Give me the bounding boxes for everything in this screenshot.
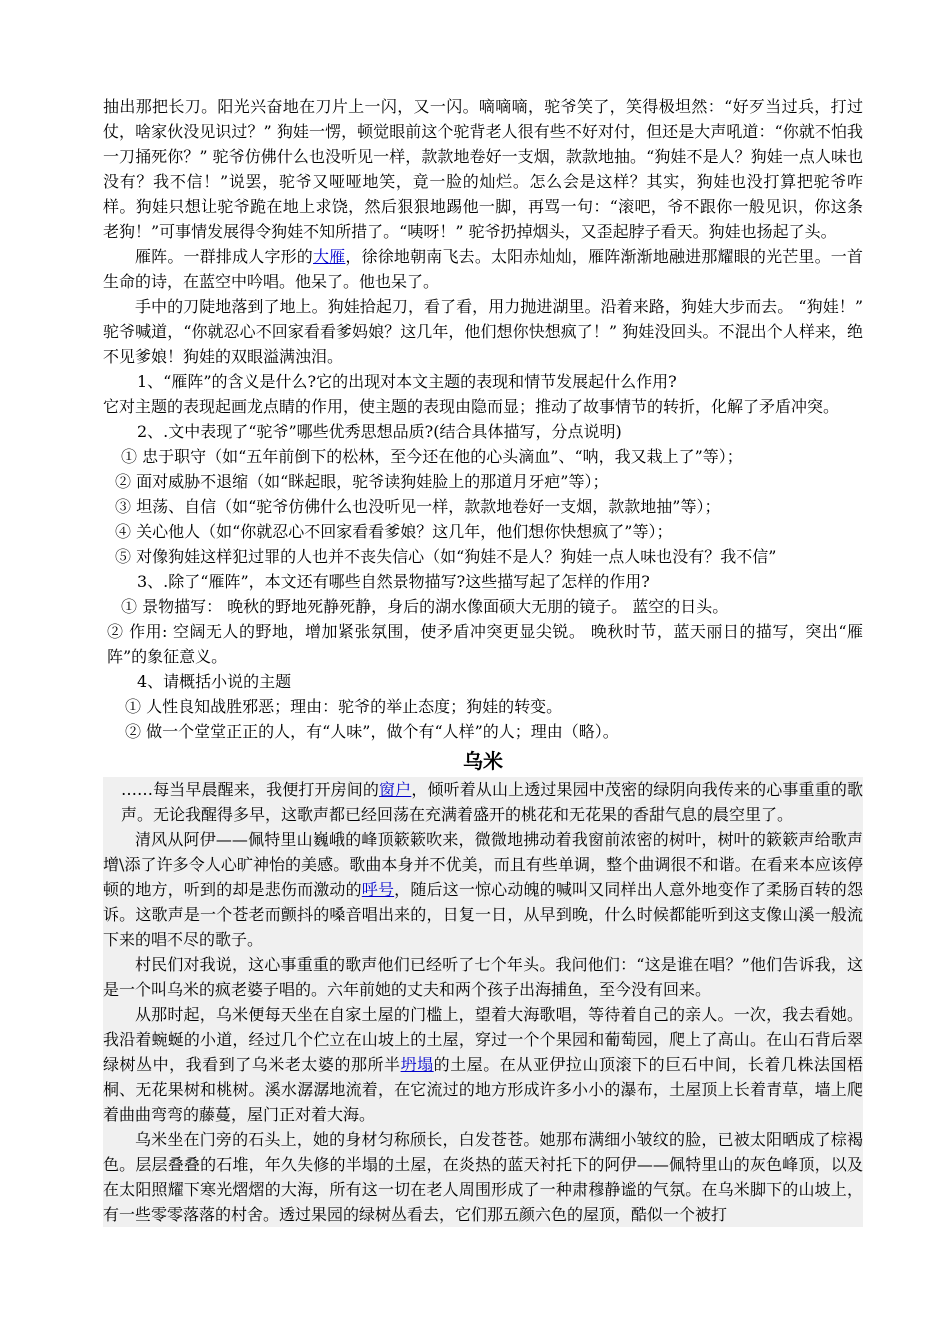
answer-1: 它对主题的表现起画龙点睛的作用，使主题的表现由隐而显；推动了故事情节的转折，化解了矛盾冲突。 bbox=[103, 397, 840, 416]
article-paragraph-3: 村民们对我说，这心事重重的歌声他们已经听了七个年头。我问他们：“这是谁在唱？”他们告诉我，这是一个叫乌米的疯老婆子唱的。六年前她的丈夫和两个孩子出海捕鱼，至今没有回来。 bbox=[103, 955, 863, 999]
text-span: 雁阵。一群排成人字形的 bbox=[135, 247, 313, 266]
article-paragraph-1 bbox=[103, 777, 863, 827]
answer-3-item: ① 景物描写： 晚秋的野地死静死静，身后的湖水像面硕大无朋的镜子。 蓝空的日头。 bbox=[121, 597, 729, 616]
window-link[interactable]: 窗户 bbox=[379, 780, 412, 799]
document-page bbox=[103, 94, 863, 1227]
story-paragraph-3: 手中的刀陡地落到了地上。狗娃拾起刀，看了看，用力抛进湖里。沿着来路，狗娃大步而去。 “狗娃！” 驼爷喊道，“你就忍心不回家看看爹妈娘？这几年，他们想你快想疯了！” 狗娃没回头。不混出个人样来，绝不见爹娘！狗娃的双眼溢满浊泪。 bbox=[103, 297, 863, 366]
article-title: 乌米 bbox=[463, 749, 503, 773]
answer-4-item: ① 人性良知战胜邪恶；理由：驼爷的举止态度；狗娃的转变。 bbox=[125, 697, 563, 716]
question-2: 2、.文中表现了“驼爷”哪些优秀思想品质?(结合具体描写，分点说明) bbox=[137, 422, 622, 441]
answer-2-item: ③ 坦荡、自信（如“驼爷仿佛什么也没听见一样，款款地卷好一支烟，款款地抽”等）； bbox=[115, 497, 721, 516]
story-paragraph-2 bbox=[103, 244, 863, 294]
text-span: ，倾听着从山上透过果园中茂密的绿阴向我传来的心事重重的歌声。无论我醒得多早，这歌声都已经回荡在充满着盛开的桃花和无花果的香甜气息的晨空里了。 bbox=[121, 780, 863, 824]
answer-2-item: ① 忠于职守（如“五年前倒下的松林，至今还在他的心头滴血”、“呐，我又栽上了”等）； bbox=[121, 447, 743, 466]
question-4: 4、请概括小说的主题 bbox=[137, 672, 292, 691]
answer-3-item: ② 作用: 空阔无人的野地，增加紧张氛围，使矛盾冲突更显尖锐。 晚秋时节，蓝天丽日的描写，突出“雁阵”的象征意义。 bbox=[107, 622, 863, 666]
text-span: ，随后这一惊心动魄的喊叫又同样出人意外地变作了柔肠百转的怨诉。这歌声是一个苍老而颤抖的嗓音唱出来的，日复一日，从早到晚，什么时候都能听到这支像山溪一般流下来的唱不尽的歌子。 bbox=[103, 880, 863, 949]
text-span: 的土屋。在从亚伊拉山顶滚下的巨石中间，长着几株法国梧桐、无花果树和桃树。溪水潺潺地流着，在它流过的地方形成许多小小的瀑布，土屋顶上长着青草，墙上爬着曲曲弯弯的藤蔓，屋门正对着大海。 bbox=[103, 1055, 863, 1124]
question-3: 3、.除了“雁阵”，本文还有哪些自然景物描写?这些描写起了怎样的作用? bbox=[137, 572, 650, 591]
answer-4-item: ② 做一个堂堂正正的人，有“人味”，做个有“人样”的人；理由（略）。 bbox=[125, 722, 619, 741]
dayan-link[interactable]: 大雁 bbox=[313, 247, 346, 266]
text-span: 清风从阿伊——佩特里山巍峨的峰顶簌簌吹来，微微地拂动着我窗前浓密的树叶，树叶的簌簌声给歌声增\添了许多令人心旷神怡的美感。歌曲本身并不优美，而且有些单调，整个曲调很不和谐。在看来本应该停顿的地方，听到的却是悲伤而激动的 bbox=[103, 830, 863, 899]
answer-2-item: ④ 关心他人（如“你就忍心不回家看看爹娘？这几年，他们想你快想疯了”等）； bbox=[115, 522, 673, 541]
article-paragraph-5: 乌米坐在门旁的石头上，她的身材匀称颀长，白发苍苍。她那布满细小皱纹的脸，已被太阳晒成了棕褐色。层层叠叠的石堆，年久失修的半塌的土屋，在炎热的蓝天衬托下的阿伊——佩特里山的灰色峰顶，以及在太阳照耀下寒光熠熠的大海，所有这一切在老人周围形成了一种肃穆静谧的气氛。在乌米脚下的山坡上，有一些零零落落的村舍。透过果园的绿树丛看去，它们那五颜六色的屋顶，酷似一个被打 bbox=[103, 1130, 863, 1224]
article-paragraph-2 bbox=[103, 827, 863, 952]
tanta-link[interactable]: 坍塌 bbox=[400, 1055, 434, 1074]
article-paragraph-4 bbox=[103, 1002, 863, 1127]
text-span: 从那时起，乌米便每天坐在自家土屋的门槛上，望着大海歌唱，等待着自己的亲人。一次，我去看她。我沿着蜿蜒的小道，经过几个伫立在山坡上的土屋，穿过一个个果园和葡萄园，爬上了高山。在山石背后翠绿树丛中，我看到了乌米老太婆的那所半 bbox=[103, 1005, 863, 1074]
answer-2-item: ② 面对威胁不退缩（如“眯起眼，驼爷读狗娃脸上的那道月牙疤”等）； bbox=[115, 472, 609, 491]
text-span: ，徐徐地朝南飞去。太阳赤灿灿，雁阵渐渐地融进那耀眼的光芒里。一首生命的诗，在蓝空中吟唱。他呆了。他也呆了。 bbox=[103, 247, 863, 291]
article-body bbox=[103, 777, 863, 1227]
huhao-link[interactable]: 呼号 bbox=[361, 880, 395, 899]
question-1: 1、“雁阵”的含义是什么?它的出现对本文主题的表现和情节发展起什么作用? bbox=[137, 372, 677, 391]
answer-2-item: ⑤ 对像狗娃这样犯过罪的人也并不丧失信心（如“狗娃不是人？狗娃一点人味也没有？我不信” bbox=[115, 547, 777, 566]
text-span: ……每当早晨醒来，我便打开房间的 bbox=[121, 780, 380, 799]
story-paragraph-1: 抽出那把长刀。阳光兴奋地在刀片上一闪，又一闪。嘀嘀嘀，驼爷笑了，笑得极坦然：“好歹当过兵，打过仗，啥家伙没见识过？” 狗娃一愣，顿觉眼前这个驼背老人很有些不好对付，但还是大声吼道：“你就不怕我一刀捅死你？” 驼爷仿佛什么也没听见一样，款款地卷好一支烟，款款地抽。“狗娃不是人？狗娃一点人味也没有？我不信！”说罢，驼爷又哑哑地笑，竟一脸的灿烂。怎么会是这样？其实，狗娃也没打算把驼爷咋样。狗娃只想让驼爷跪在地上求饶，然后狠狠地踢他一脚，再骂一句：“滚吧，爷不跟你一般见识，你这条老狗！”可事情发展得令狗娃不知所措了。“咦呀！” 驼爷扔掉烟头，又歪起脖子看天。狗娃也扬起了头。 bbox=[103, 97, 863, 241]
